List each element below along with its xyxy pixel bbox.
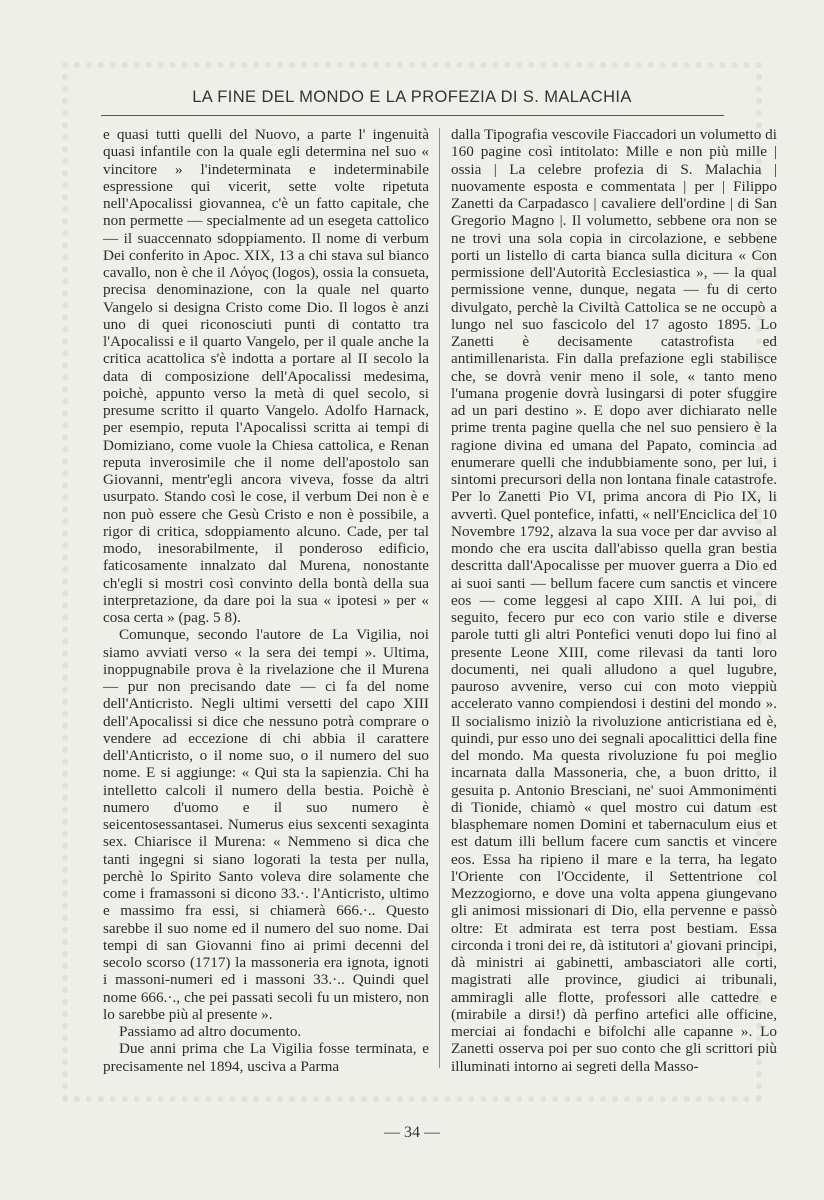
header-rule — [101, 115, 724, 116]
right-paragraph-1: dalla Tipografia vescovile Fiaccadori un volumetto di 160 pagine così intitolato: Mille e non più mille | ossia | La celebre profezia di S. Malachia | nuovamente esposta e commentata | per | Filippo Zanetti da Carpadasco | cavaliere dell'ordine | di San Gregorio Magno |. Il volumetto, sebbene ora non se ne trovi una sola copia in circolazione, e sebbene porti un listello di carta bianca sulla dicitura « Con permissione dell'Autorità Ecclesiastica », — la qual permissione venne, dunque, negata — fu di certo divulgato, perchè la Civiltà Cattolica se ne occupò a lungo nel suo fascicolo del 17 agosto 1895. Lo Zanetti è decisamente catastrofista ed antimillenarista. Fin dalla prefazione egli stabilisce che, se dovrà venir meno il sole, « tanto meno l'umana progenie dovrà lusingarsi di poter sfuggire ad un pari destino ». E dopo aver dichiarato nelle prime trenta pagine quella che nel suo pensiero è la ragione divina ed umana del Papato, comincia ad enumerare quelli che indubbiamente sono, per lui, i sintomi precursori della non lontana finale catastrofe. Per lo Zanetti Pio VI, prima ancora di Pio IX, li avvertì. Quel pontefice, infatti, « nell'Enciclica del 10 Novembre 1792, alzava la sua voce per dar avviso al mondo che era uscita dall'abisso quella gran bestia descritta dall'Apocalisse per muover guerra a Dio ed ai suoi santi — bellum facere cum sanctis et vincere eos — come leggesi al capo XIII. A lui poi, di seguito, fecero pur eco con vario stile e diverse parole tutti gli altri Pontefici venuti dopo lui fino al presente Leone XIII, come rilevasi da tanti loro documenti, nei quali alludono a quel lugubre, pauroso avvenire, verso cui con moto vieppiù accelerato vanno compiendosi i destini del mondo ». Il socialismo iniziò la rivoluzione anticristiana ed è, quindi, pur esso uno dei segnali apocalittici della fine del mondo. Ma questa rivoluzione fu poi meglio incarnata dalla Massoneria, che, a buon dritto, il gesuita p. Antonio Bresciani, ne' suoi Ammonimenti di Tionide, chiamò « quel mostro cui datum est blasphemare nomen Domini et tabernaculum eius et est datum illi bellum facere cum sanctis et vincere eos. Essa ha ripieno il mare e la terra, ha legato l'Oriente con l'Occidente, il Settentrione col Mezzogiorno, e dove una volta appena giungevano gli animosi missionari di Dio, ella pervenne e passò oltre: Et admirata est terra post bestiam. Essa circonda i troni dei re, dà istitutori a' giovani principi, dà ministri ai gabinetti, ambasciatori alle corti, magistrati alle province, giudici ai tribunali, ammiragli alle flotte, professori alle cattedre e (mirabile a dirsi!) dà perfino artefici alle officine, merciai ai fondachi e bifolchi alle capanne ». Lo Zanetti osserva poi per suo conto che gli scrittori più illuminati intorno ai segreti della Masso- — [451, 126, 777, 1075]
left-paragraph-2: Comunque, secondo l'autore de La Vigilia, noi siamo avviati verso « la sera dei tempi ». Ultima, inoppugnabile prova è la rivelazione che il Murena — pur non precisando date — ci fa del nome dell'Anticristo. Negli ultimi versetti del capo XIII dell'Apocalissi si dice che nessuno potrà comprare o vendere ad eccezione di chi abbia il carattere dell'Anticristo, o il nome suo, o il numero del suo nome. E si aggiunge: « Qui sta la sapienzia. Chi ha intelletto calcoli il numero della bestia. Poichè è numero d'uomo e il suo numero è seicentosessantasei. Numerus eius sexcenti sexaginta sex. Chiarisce il Murena: « Nemmeno si dica che tanti ingegni si siano logorati la testa per nulla, perchè lo Spirito Santo voleva dire solamente che come i framassoni si dicono 33.·. l'Anticristo, ultimo e massimo fra essi, si chiamerà 666.·.. Questo sarebbe il suo nome ed il numero del suo nome. Dai tempi di san Giovanni fino ai primi decenni del secolo scorso (1717) la massoneria era ignota, ignoti i massoni-numeri ed i massoni 33.·.. Quindi quel nome 666.·., che pei passati secoli fu un mistero, non lo sarebbe più al presente ». — [103, 626, 429, 1023]
right-column — [451, 126, 777, 1075]
column-divider — [439, 128, 440, 1068]
page-number: — 34 — — [384, 1124, 440, 1141]
running-title: LA FINE DEL MONDO E LA PROFEZIA DI S. MALACHIA — [192, 88, 632, 106]
left-paragraph-4: Due anni prima che La Vigilia fosse terminata, e precisamente nel 1894, usciva a Parma — [103, 1040, 429, 1075]
left-column — [103, 126, 429, 1075]
left-paragraph-1: e quasi tutti quelli del Nuovo, a parte l' ingenuità quasi infantile con la quale egli determina nel suo « vincitore » l'indeterminata e indeterminabile espressione qui vicerit, sette volte ripetuta nell'Apocalissi giovannea, c'è un fatto capitale, che non permette — specialmente ad un esegeta cattolico — il suaccennato sdoppiamento. Il nome di verbum Dei conferito in Apoc. XIX, 13 a chi stava sul bianco cavallo, non è che il Λόγος (logos), ossia la consueta, precisa denominazione, con la quale nel quarto Vangelo si designa Cristo come Dio. Il logos è anzi uno di quei riconosciuti punti di contatto tra l'Apocalissi e il quarto Vangelo, per il quale anche la critica acattolica s'è indotta a portare al II secolo la data di composizione dell'Apocalissi medesima, poichè, appunto verso la metà di quel secolo, si presume scritto il quarto Vangelo. Adolfo Harnack, per esempio, reputa l'Apocalissi scritta ai tempi di Domiziano, come vuole la Chiesa cattolica, e Renan reputa inverosimile che il nome dell'apostolo san Giovanni, mentr'egli ancora viveva, fosse da altri usurpato. Stando così le cose, il verbum Dei non è e non può essere che Gesù Cristo e non è possibile, a rigor di critica, sdoppiamento alcuno. Cade, per tal modo, inesorabilmente, il ponderoso edificio, faticosamente innalzato dal Murena, nonostante ch'egli si mostri così convinto della bontà della sua interpretazione, da dare poi la sua « ipotesi » per « cosa certa » (pag. 5 8). — [103, 126, 429, 626]
left-paragraph-3: Passiamo ad altro documento. — [119, 1023, 302, 1040]
